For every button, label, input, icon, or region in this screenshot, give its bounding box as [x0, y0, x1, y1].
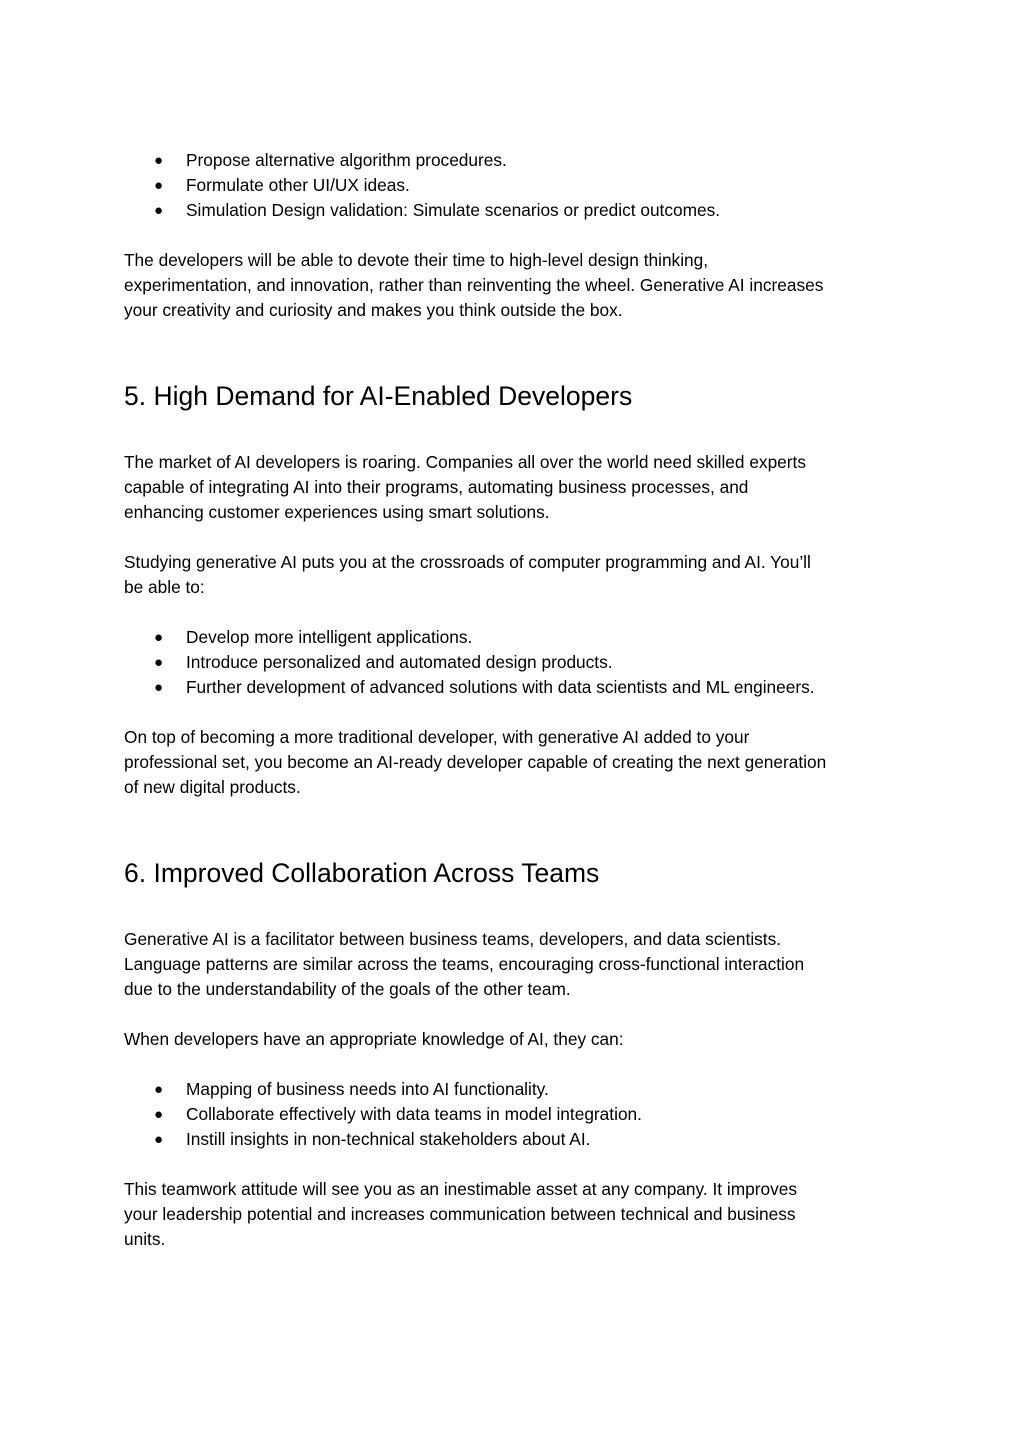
list-item-text: Simulation Design validation: Simulate scenarios or predict outcomes. — [186, 199, 721, 220]
paragraph-line: On top of becoming a more traditional developer, with generative AI added to your — [124, 726, 750, 747]
paragraph-line: Studying generative AI puts you at the crossroads of computer programming and AI. You’ll — [124, 551, 811, 572]
paragraph-line: The developers will be able to devote their time to high-level design thinking, — [124, 249, 709, 270]
list-item — [124, 198, 914, 223]
paragraph-line: This teamwork attitude will see you as an inestimable asset at any company. It improves — [124, 1178, 797, 1199]
paragraph-line: When developers have an appropriate knowledge of AI, they can: — [124, 1028, 624, 1049]
list-item — [124, 675, 914, 700]
paragraph — [124, 725, 914, 800]
bullet-icon: ● — [154, 628, 164, 646]
paragraph-line: Language patterns are similar across the teams, encouraging cross-functional interaction — [124, 953, 805, 974]
paragraph-line: enhancing customer experiences using smart solutions. — [124, 501, 550, 522]
bullet-list — [124, 625, 914, 700]
paragraph — [124, 1177, 914, 1252]
paragraph-line: The market of AI developers is roaring. Companies all over the world need skilled experts — [124, 451, 806, 472]
list-item-text: Collaborate effectively with data teams in model integration. — [186, 1103, 642, 1124]
list-item — [124, 1127, 914, 1152]
bullet-icon: ● — [154, 176, 164, 194]
list-item-text: Propose alternative algorithm procedures. — [186, 149, 507, 170]
list-item-text: Formulate other UI/UX ideas. — [186, 174, 410, 195]
list-item — [124, 148, 914, 173]
paragraph-line: capable of integrating AI into their programs, automating business processes, and — [124, 476, 749, 497]
paragraph — [124, 1027, 914, 1052]
list-item-text: Further development of advanced solutions with data scientists and ML engineers. — [186, 676, 815, 697]
paragraph-line: your creativity and curiosity and makes you think outside the box. — [124, 299, 623, 320]
bullet-icon: ● — [154, 201, 164, 219]
bullet-list — [124, 1077, 914, 1152]
paragraph-line: be able to: — [124, 576, 205, 597]
paragraph-line: your leadership potential and increases communication between technical and business — [124, 1203, 796, 1224]
list-item-text: Develop more intelligent applications. — [186, 626, 473, 647]
bullet-list — [124, 148, 914, 223]
paragraph-line: experimentation, and innovation, rather than reinventing the wheel. Generative AI increases — [124, 274, 824, 295]
list-item-text: Instill insights in non-technical stakeholders about AI. — [186, 1128, 591, 1149]
bullet-icon: ● — [154, 1105, 164, 1123]
list-item — [124, 173, 914, 198]
list-item — [124, 1102, 914, 1127]
section-heading: 5. High Demand for AI-Enabled Developers — [124, 381, 633, 411]
paragraph — [124, 927, 914, 1002]
paragraph-line: due to the understandability of the goals of the other team. — [124, 978, 571, 999]
list-item-text: Mapping of business needs into AI functionality. — [186, 1078, 549, 1099]
section-heading: 6. Improved Collaboration Across Teams — [124, 858, 600, 888]
paragraph-line: Generative AI is a facilitator between business teams, developers, and data scientists. — [124, 928, 782, 949]
list-item — [124, 1077, 914, 1102]
list-item-text: Introduce personalized and automated design products. — [186, 651, 613, 672]
bullet-icon: ● — [154, 653, 164, 671]
bullet-icon: ● — [154, 151, 164, 169]
list-item — [124, 650, 914, 675]
bullet-icon: ● — [154, 678, 164, 696]
bullet-icon: ● — [154, 1130, 164, 1148]
paragraph — [124, 248, 914, 323]
paragraph-line: units. — [124, 1228, 166, 1249]
paragraph — [124, 450, 914, 525]
paragraph-line: of new digital products. — [124, 776, 301, 797]
paragraph-line: professional set, you become an AI-ready developer capable of creating the next generation — [124, 751, 827, 772]
paragraph — [124, 550, 914, 600]
list-item — [124, 625, 914, 650]
bullet-icon: ● — [154, 1080, 164, 1098]
